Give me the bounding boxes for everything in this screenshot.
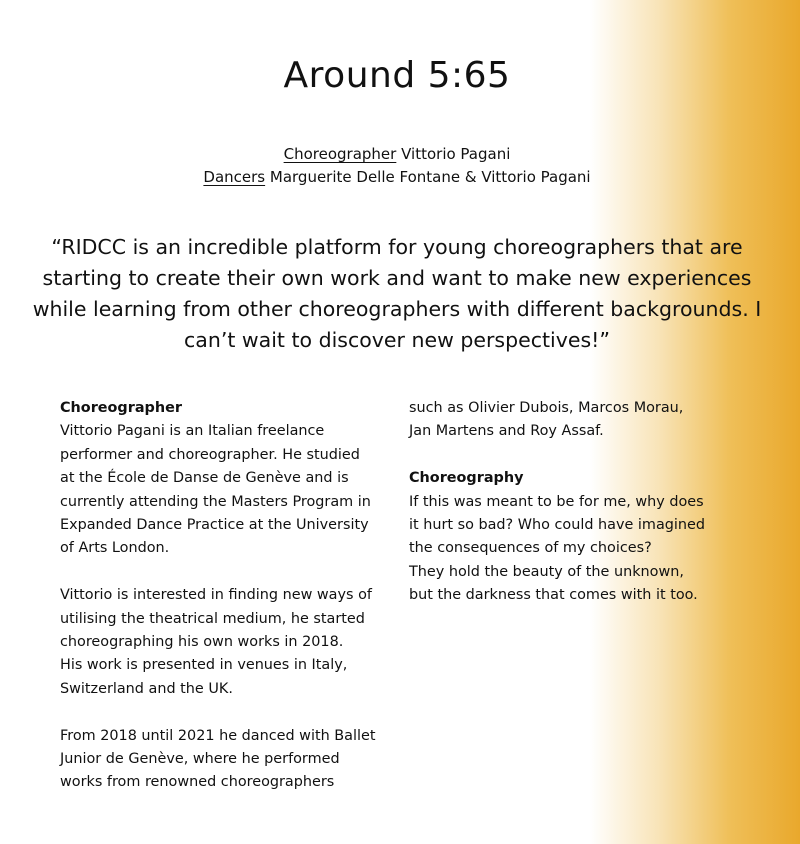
- choreography-column: [409, 397, 739, 631]
- choreographer-credit: [0, 143, 794, 166]
- choreographer-heading: Choreographer: [60, 400, 182, 416]
- biography-column: [60, 397, 400, 818]
- dancers-names: Marguerite Delle Fontane & Vittorio Pagani: [269, 168, 591, 186]
- choreography-heading: Choreography: [409, 470, 524, 487]
- page-title: Around 5:65: [283, 55, 511, 96]
- choreography-description: If this was meant to be for me, why does it hurt so bad? Who could have imagined the consequences of my choices? They hold the beauty of the unknown, but the darkness that comes with it too.: [409, 493, 705, 604]
- dancers-label: Dancers: [203, 168, 266, 186]
- choreographer-name: Vittorio Pagani: [401, 145, 511, 163]
- bio-paragraph-continued: such as Olivier Dubois, Marcos Morau, Jan Martens and Roy Assaf.: [409, 400, 684, 440]
- testimonial-quote: “RIDCC is an incredible platform for young choreographers that are starting to create their own work and want to make new experiences while learning from other choreographers with different backgrounds. I can’t wait to discover new perspectives!”: [32, 235, 762, 352]
- credits: [0, 143, 794, 189]
- choreographer-label: Choreographer: [283, 145, 397, 163]
- bio-paragraph-1: Vittorio Pagani is an Italian freelance performer and choreographer. He studied at the École de Danse de Genève and is currently attending the Masters Program in Expanded Dance Practice at the University of Arts London.: [60, 423, 371, 557]
- dancers-credit: [0, 166, 794, 189]
- bio-paragraph-2: Vittorio is interested in finding new ways of utilising the theatrical medium, he started choreographing his own works in 2018. His work is presented in venues in Italy, Switzerland and the UK.: [60, 587, 372, 697]
- bio-paragraph-3: From 2018 until 2021 he danced with Ballet Junior de Genève, where he performed works from renowned choreographers: [60, 727, 376, 791]
